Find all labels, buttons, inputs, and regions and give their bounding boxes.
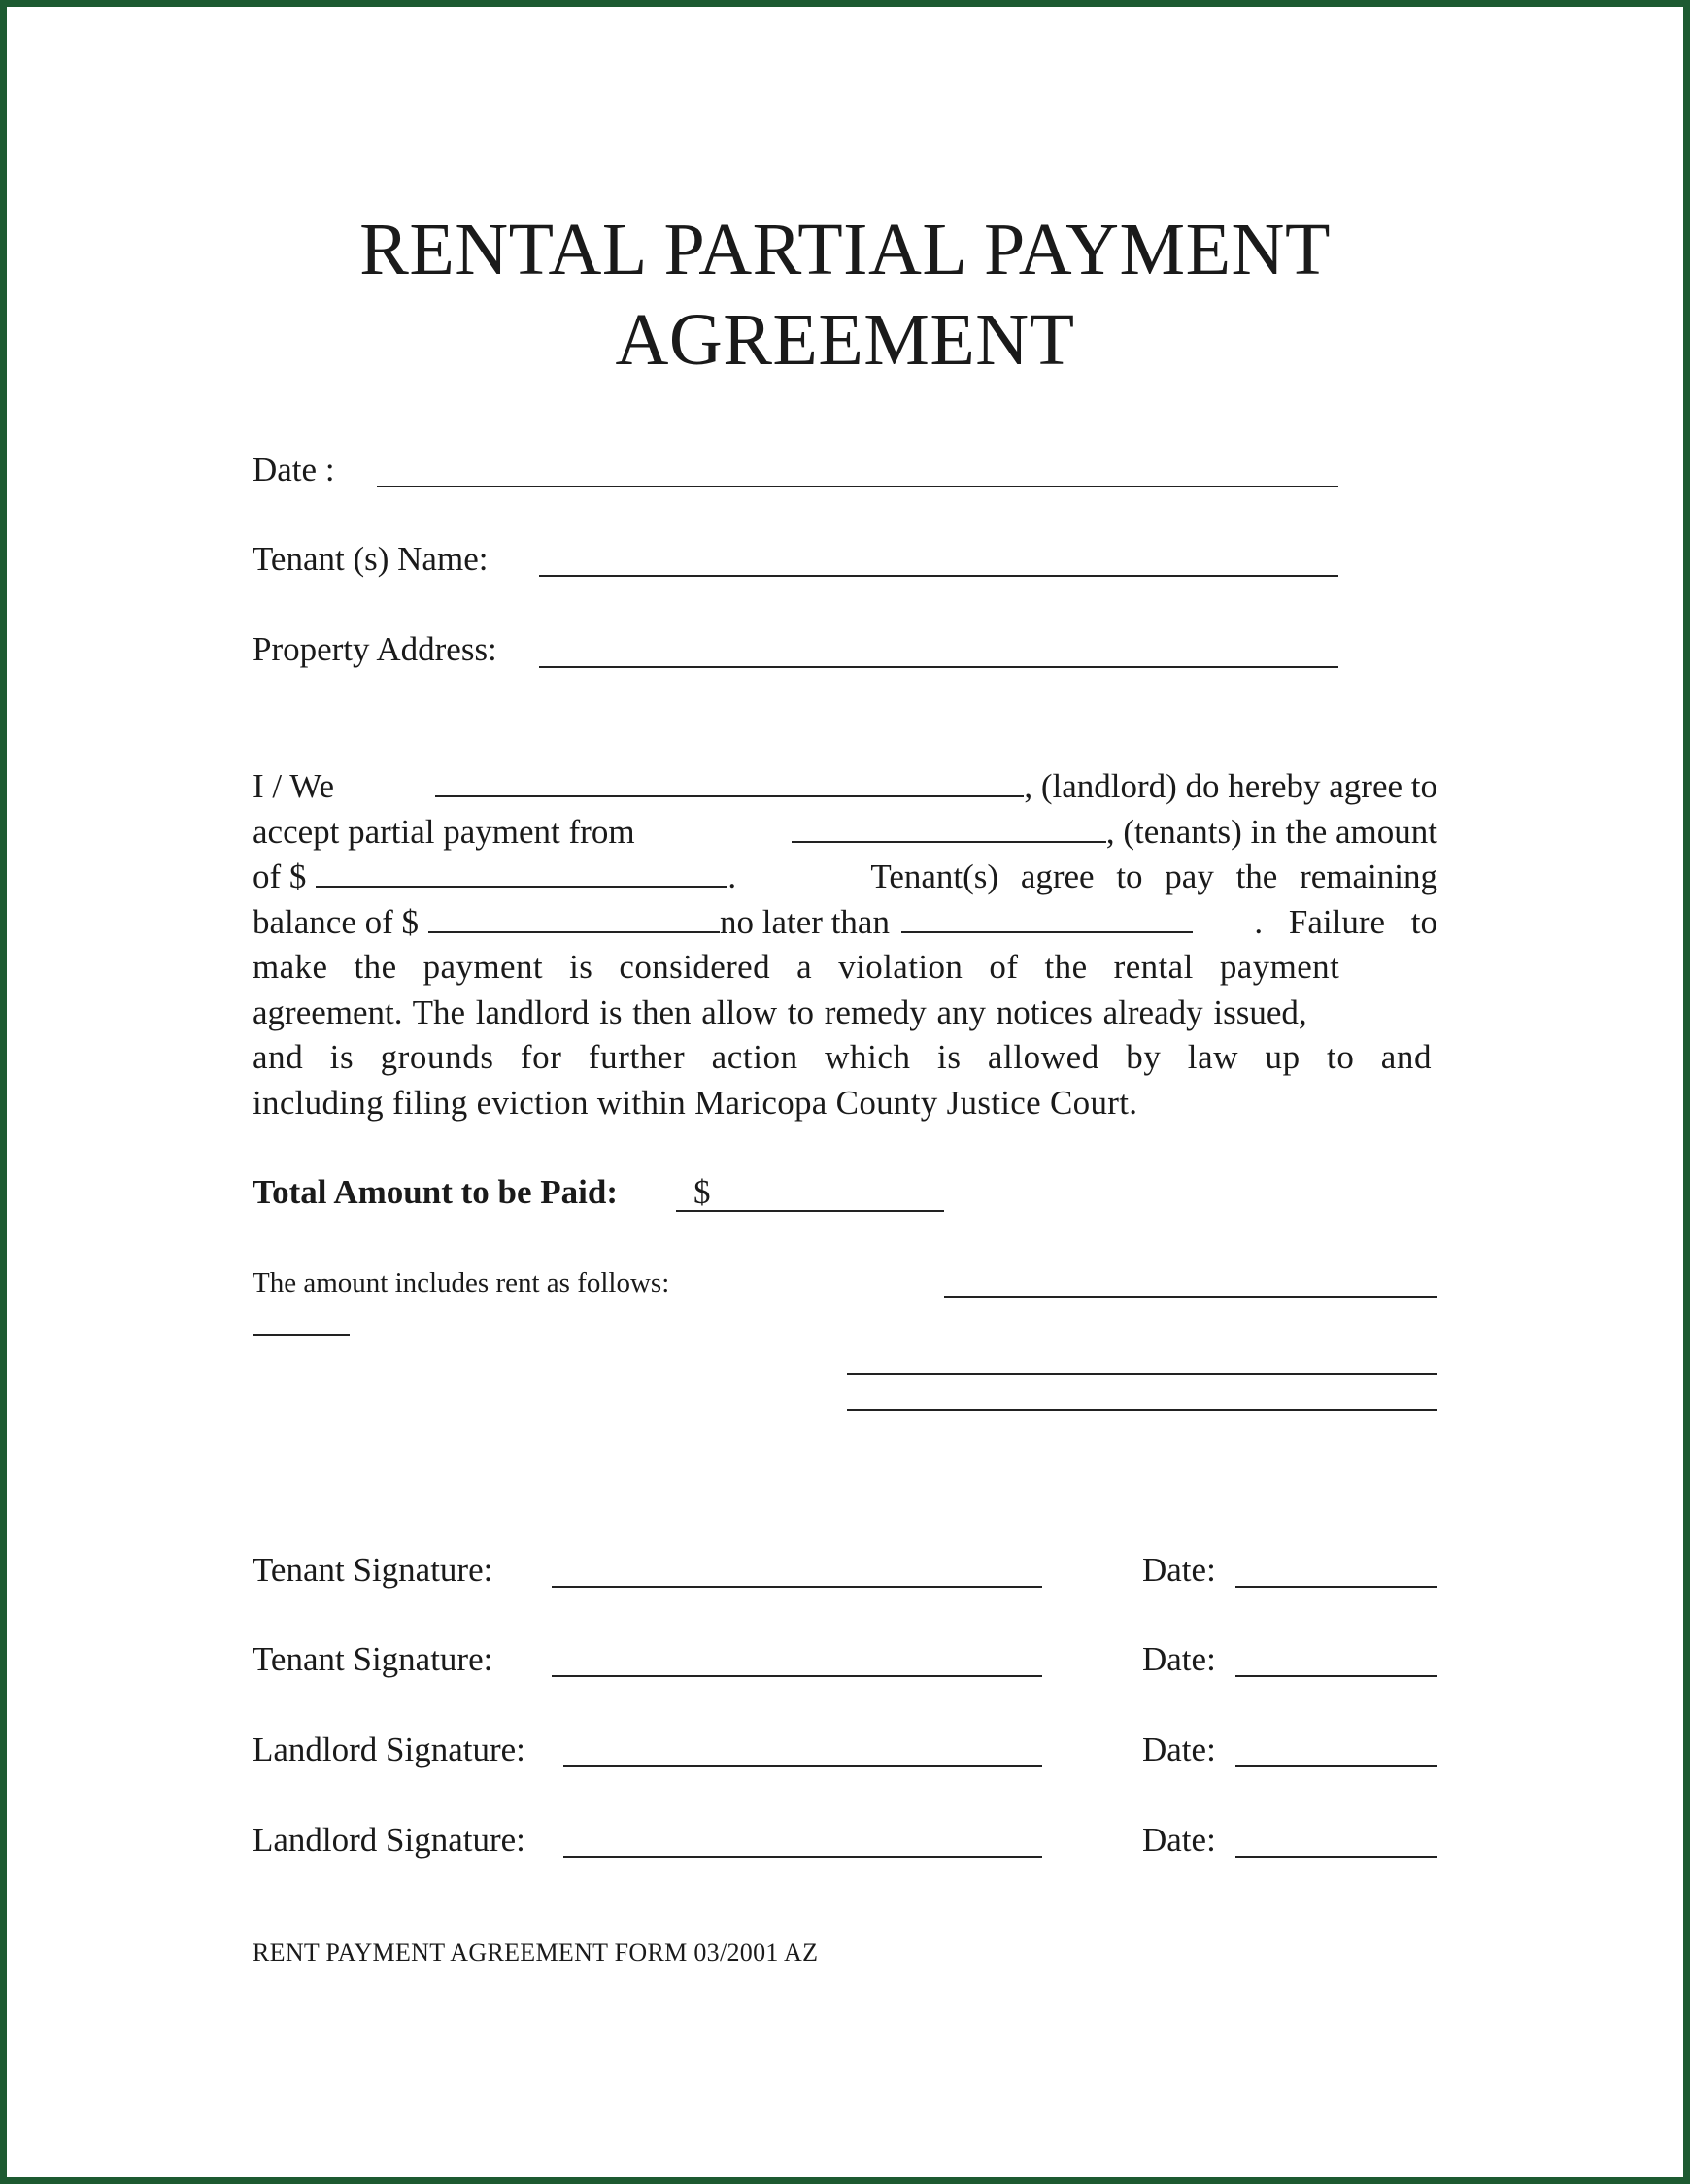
paragraph-text: Tenant(s) agree to pay the remaining xyxy=(870,857,1437,895)
rent-detail-line-4[interactable] xyxy=(847,1409,1437,1411)
partial-amount-blank[interactable] xyxy=(316,857,727,888)
signature-line[interactable] xyxy=(552,1675,1042,1677)
signature-date-label: Date: xyxy=(1142,1640,1216,1678)
signature-label: Tenant Signature: xyxy=(253,1640,493,1678)
total-amount-label: Total Amount to be Paid: xyxy=(253,1173,618,1211)
tenant-payer-blank[interactable] xyxy=(792,812,1106,843)
tenant-name-label: Tenant (s) Name: xyxy=(253,540,489,578)
paragraph-text: . Failure to xyxy=(1254,902,1437,941)
signature-date-line[interactable] xyxy=(1235,1856,1437,1858)
signature-label: Landlord Signature: xyxy=(253,1730,525,1768)
signature-date-label: Date: xyxy=(1142,1730,1216,1768)
signature-date-line[interactable] xyxy=(1235,1586,1437,1588)
paragraph-text: . xyxy=(727,857,737,895)
date-label: Date : xyxy=(253,451,335,488)
rent-detail-line-1[interactable] xyxy=(944,1296,1437,1298)
paragraph-line-1 xyxy=(253,764,1437,810)
paragraph-line-5 xyxy=(253,945,1437,991)
remaining-balance-blank[interactable] xyxy=(428,902,720,933)
form-footer: RENT PAYMENT AGREEMENT FORM 03/2001 AZ xyxy=(253,1938,819,1966)
paragraph-text: accept partial payment from xyxy=(253,812,635,851)
rent-detail-line-3[interactable] xyxy=(847,1373,1437,1375)
paragraph-text: , (landlord) do hereby agree to xyxy=(1024,767,1437,805)
property-address-label: Property Address: xyxy=(253,630,497,668)
signature-date-line[interactable] xyxy=(1235,1675,1437,1677)
signature-date-line[interactable] xyxy=(1235,1765,1437,1767)
total-amount-field-line[interactable] xyxy=(676,1210,944,1212)
date-field-line[interactable] xyxy=(377,486,1338,487)
signature-date-label: Date: xyxy=(1142,1551,1216,1589)
signature-date-label: Date: xyxy=(1142,1821,1216,1859)
signature-line[interactable] xyxy=(552,1586,1042,1588)
paragraph-line-2 xyxy=(253,810,1437,856)
paragraph-line-8 xyxy=(253,1081,1437,1126)
paragraph-text: of $ xyxy=(253,857,307,895)
landlord-name-blank[interactable] xyxy=(435,766,1024,797)
paragraph-text: , (tenants) in the amount xyxy=(1105,812,1437,851)
paragraph-line-6 xyxy=(253,991,1437,1036)
paragraph-line-3 xyxy=(253,855,1437,900)
paragraph-text: I / We xyxy=(253,767,335,805)
includes-label: The amount includes rent as follows: xyxy=(253,1267,670,1298)
tenant-name-field-line[interactable] xyxy=(539,575,1338,577)
paragraph-text: make the payment is considered a violation of the rental payment xyxy=(253,948,1340,986)
property-address-field-line[interactable] xyxy=(539,666,1338,668)
paragraph-line-7 xyxy=(253,1035,1437,1081)
total-dollar-sign: $ xyxy=(693,1173,711,1211)
paragraph-text: balance of $ xyxy=(253,902,420,941)
paragraph-text: and is grounds for further action which is allowed by law up to and xyxy=(253,1038,1433,1076)
rent-detail-line-2[interactable] xyxy=(253,1334,350,1336)
paragraph-text: including filing eviction within Maricopa County Justice Court. xyxy=(253,1083,1138,1122)
document-title-line-1: RENTAL PARTIAL PAYMENT xyxy=(359,209,1331,290)
document-title-line-2: AGREEMENT xyxy=(615,299,1075,381)
signature-label: Landlord Signature: xyxy=(253,1821,525,1859)
agreement-paragraph xyxy=(253,764,1437,1126)
signature-line[interactable] xyxy=(563,1856,1042,1858)
signature-line[interactable] xyxy=(563,1765,1042,1767)
signature-label: Tenant Signature: xyxy=(253,1551,493,1589)
paragraph-line-4 xyxy=(253,900,1437,946)
paragraph-text: no later than xyxy=(720,902,890,941)
paragraph-text: agreement. The landlord is then allow to remedy any notices already issued, xyxy=(253,992,1307,1031)
due-date-blank[interactable] xyxy=(901,902,1193,933)
